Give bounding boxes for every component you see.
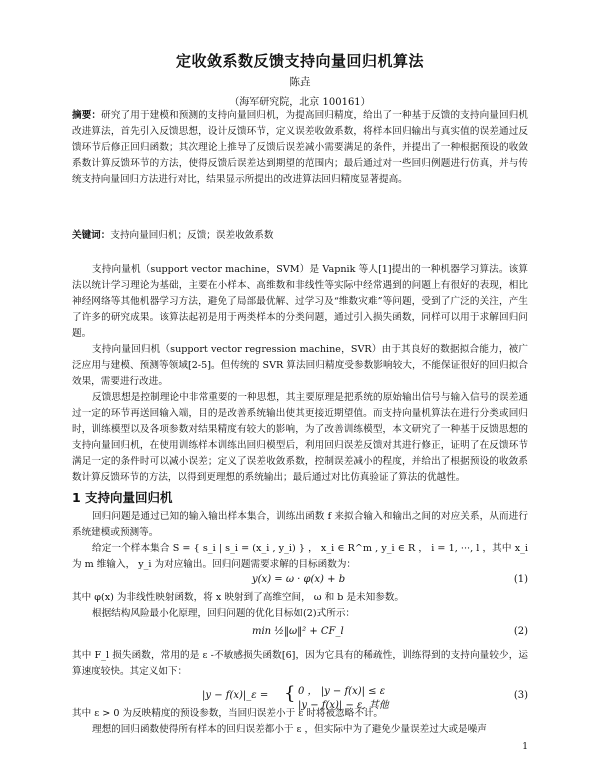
page-number: 1: [522, 742, 528, 752]
abstract-label: 摘要：: [72, 110, 102, 121]
abstract-text: 研究了用于建模和预测的支持向量回归机，为提高回归精度，给出了一种基于反馈的支持向量回归机改进算法，首先引入反馈思想，设计反馈环节，定义误差收敛系数，将样本回归输出与真实值的误差通过反馈环节后修正回归函数；其次理论上推导了反馈后误差减小需要满足的条件，并提出了一种根据预设的收敛系数计算反馈环节的方法，使得反馈后误差达到期望的范围内；最后通过对一些回归例题进行仿真，并与传统支持向量回归方法进行对比，结果显示所提出的改进算法回归精度显著提高。: [72, 110, 529, 185]
section1-paragraph-7: 理想的回归函数使得所有样本的回归误差都小于 ε ，但实际中为了避免少量误差过大或是噪声: [92, 724, 487, 735]
equation-3-number: (3): [513, 690, 528, 701]
section1-paragraph-6: 其中 ε > 0 为反映精度的预设参数，当回归误差小于 ε 时将被忽略不计。: [72, 708, 384, 719]
intro-paragraph-1: 支持向量机（support vector machine，SVM）是 Vapnik 等人[1]提出的一种机器学习算法。该算法以统计学习理论为基础，主要在小样本、高维数和非线性等实际中经常遇到的问题上有很好的表现，相比神经网络等其他机器学习方法，避免了局部最优解、过学习及“维数灾难”等问题，受到了广泛的关注，产生了许多的研究成果。该算法起初是用于两类样本的分类问题，通过引入损失函数，同样可以用于求解回归问题。: [72, 264, 528, 339]
equation-3-case-2: |y − f(x)| − ε, 其他: [298, 700, 389, 711]
section1-paragraph-4: 根据结构风险最小化原理，回归问题的优化目标如(2)式所示：: [92, 608, 356, 619]
keywords: [72, 228, 528, 244]
equation-2: [72, 626, 528, 642]
equation-3-lhs: |y − f(x)|_ε =: [202, 690, 269, 701]
equation-3-brace: {: [284, 683, 296, 704]
equation-2-number: (2): [513, 626, 528, 637]
equation-1-number: (1): [513, 574, 528, 585]
author-name: 陈垚: [289, 76, 311, 88]
intro-paragraph-2: 支持向量回归机（support vector regression machine，SVR）由于其良好的数据拟合能力，被广泛应用与建模、预测等领域[2-5]。但传统的 SVR 算法回归精度受参数影响较大，不能保证很好的回归拟合效果，需要进行改进。: [72, 344, 528, 387]
section1-paragraph-3: 其中 φ(x) 为非线性映射函数，将 x 映射到了高维空间， ω 和 b 是未知参数。: [72, 592, 405, 603]
paper-title: 定收敛系数反馈支持向量回归机算法: [175, 52, 424, 70]
equation-1: [72, 574, 528, 590]
equation-3-case-1: 0 ， |y − f(x)| ≤ ε: [298, 686, 386, 697]
keywords-label: 关键词：: [72, 230, 111, 241]
section1-paragraph-2: 给定一个样本集合 S = { s_i | s_i = (x_i , y_i) } ， x_i ∈ R^m , y_i ∈ R ， i = 1, ···, l ，其中 x_i 为 m 维输入， y_i 为对应输出。回归问题需要求解的目标函数为：: [72, 543, 528, 570]
equation-1-expression: y(x) = ω · φ(x) + b: [252, 574, 346, 585]
section1-paragraph-1: 回归问题是通过已知的输入输出样本集合，训练出函数 f 来拟合输入和输出之间的对应关系，从而进行系统建模或预测等。: [72, 511, 528, 538]
section-heading: 1 支持向量回归机: [72, 490, 173, 505]
keywords-text: 支持向量回归机；反馈；误差收敛系数: [110, 230, 274, 241]
abstract: [72, 108, 528, 188]
intro-paragraph-3: 反馈思想是控制理论中非常重要的一种思想，其主要原理是把系统的原始输出信号与输入信号的误差通过一定的环节再送回输入端，目的是改善系统输出使其更接近期望值。而支持向量机算法在进行分类或回归时，训练模型以及各项参数对结果精度有较大的影响，为了改善训练模型，本文研究了一种基于反馈思想的支持向量回归机，在使用训练样本训练出回归模型后，利用回归误差反馈对其进行修正，证明了在反馈环节满足一定的条件时可以减小误差；定义了误差收敛系数，控制误差减小的程度，并给出了根据预设的收敛系数计算反馈环节的方法，以得到更理想的系统输出；最后通过对比仿真验证了算法的优越性。: [72, 392, 528, 483]
section1-paragraph-5: 其中 F_l 损失函数，常用的是 ε -不敏感损失函数[6]，因为它具有的稀疏性，训练得到的支持向量较少，运算速度较快。其定义如下：: [72, 650, 528, 677]
affiliation: （海军研究院，北京 100161）: [229, 97, 371, 108]
equation-2-expression: min ½‖ω‖² + CF_l: [252, 626, 344, 637]
